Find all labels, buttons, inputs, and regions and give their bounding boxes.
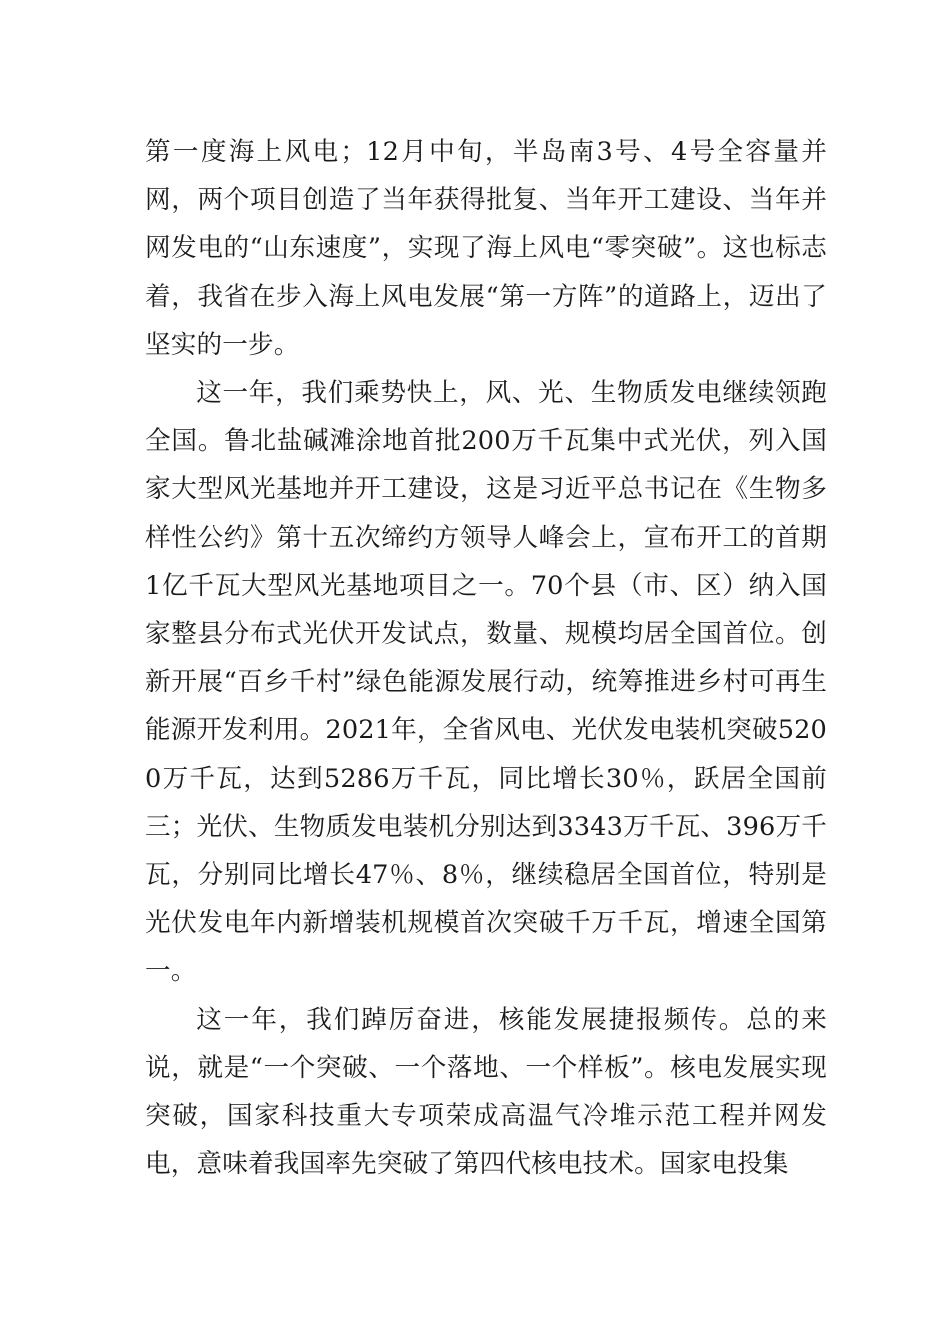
paragraph-nuclear: 这一年，我们踔厉奋进，核能发展捷报频传。总的来说，就是“一个突破、一个落地、一个样板”。核电发展实现突破，国家科技重大专项荣成高温气冷堆示范工程并网发电，意味着我国率先突破了第四代核电技术。国家电投集 [145,1004,827,1180]
paragraph-renewables: 这一年，我们乘势快上，风、光、生物质发电继续领跑全国。鲁北盐碱滩涂地首批200万千瓦集中式光伏，列入国家大型风光基地并开工建设，这是习近平总书记在《生物多样性公约》第十五次缔约方领导人峰会上，宣布开工的首期1亿千瓦大型风光基地项目之一。70个县（市、区）纳入国家整县分布式光伏开发试点，数量、规模均居全国首位。创新开展“百乡千村”绿色能源发展行动，统筹推进乡村可再生能源开发利用。2021年，全省风电、光伏发电装机突破5200万千瓦，达到5286万千瓦，同比增长30％，跃居全国前三；光伏、生物质发电装机分别达到3343万千瓦、396万千瓦，分别同比增长47％、8％，继续稳居全国首位，特别是光伏发电年内新增装机规模首次突破千万千瓦，增速全国第一。 [145,378,827,987]
paragraph-offshore-wind: 第一度海上风电；12月中旬，半岛南3号、4号全容量并网，两个项目创造了当年获得批复、当年开工建设、当年并网发电的“山东速度”，实现了海上风电“零突破”。这也标志着，我省在步入海上风电发展“第一方阵”的道路上，迈出了坚实的一步。 [145,137,827,360]
document-body [145,128,827,1188]
